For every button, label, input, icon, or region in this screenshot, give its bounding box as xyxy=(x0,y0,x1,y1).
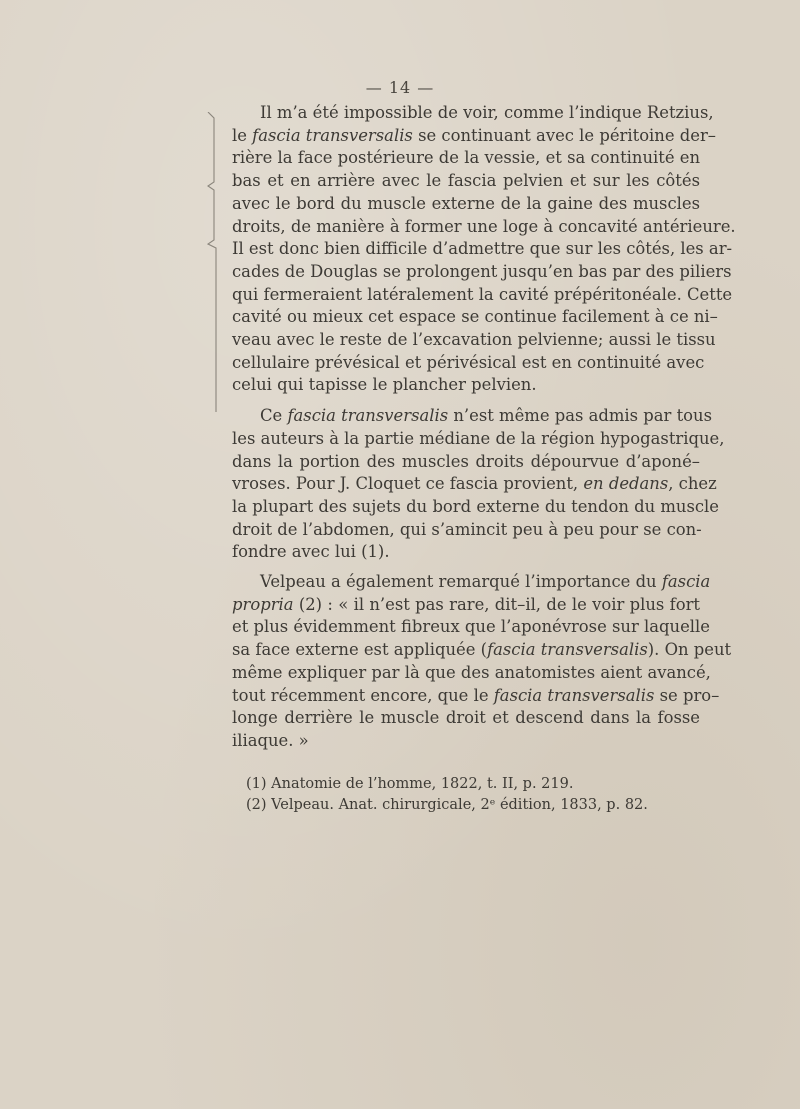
footnote-1: (1) Anatomie de l’homme, 1822, t. II, p. 219. xyxy=(246,776,574,792)
paragraph xyxy=(232,102,736,397)
text-line: tout récemment encore, que le fascia transversalis se pro– xyxy=(232,685,720,705)
text-line: la plupart des sujets du bord externe du tendon du muscle xyxy=(232,496,719,516)
paragraph xyxy=(232,571,732,753)
text-line: veau avec le reste de l’excavation pelvienne; aussi le tissu xyxy=(232,330,716,350)
italic-term: propria xyxy=(232,594,294,614)
text-line: sa face externe est appliquée (fascia transversalis). On peut xyxy=(232,640,732,660)
text-line: Il est donc bien difficile d’admettre que sur les côtés, les ar- xyxy=(232,239,733,259)
text-line: qui fermeraient latéralement la cavité prépéritonéale. Cette xyxy=(232,284,733,304)
text-line: le fascia transversalis se continuant avec le péritoine der– xyxy=(232,125,716,145)
text-line: fondre avec lui (1). xyxy=(232,542,390,562)
page-number: — 14 — xyxy=(365,78,435,97)
paragraph xyxy=(232,405,725,564)
text-line: droits, de manière à former une loge à concavité antérieure. xyxy=(232,216,736,236)
text-line: vroses. Pour J. Cloquet ce fascia provient, en dedans, chez xyxy=(232,474,717,494)
text-line: même expliquer par là que des anatomistes aient avancé, xyxy=(232,662,711,682)
text-line: les auteurs à la partie médiane de la région hypogastrique, xyxy=(232,428,725,448)
italic-term: fascia transversalis xyxy=(252,125,413,145)
italic-term: fascia transversalis xyxy=(493,685,655,705)
text-line: celui qui tapisse le plancher pelvien. xyxy=(232,375,537,395)
margin-bracket-mark xyxy=(206,112,234,412)
text-line: bas et en arrière avec le fascia pelvien et sur les côtés xyxy=(232,171,700,191)
body-text xyxy=(232,102,736,753)
text-line: et plus évidemment fibreux que l’aponévrose sur laquelle xyxy=(232,617,710,637)
text-line: Il m’a été impossible de voir, comme l’indique Retzius, xyxy=(260,103,714,122)
text-line: longe derrière le muscle droit et descend dans la fosse xyxy=(232,708,700,728)
italic-term: fascia xyxy=(661,572,711,592)
text-line: cavité ou mieux cet espace se continue facilement à ce ni– xyxy=(232,307,718,327)
footnote-2: (2) Velpeau. Anat. chirurgicale, 2ᵉ édition, 1833, p. 82. xyxy=(246,797,648,813)
text-line: propria (2) : « il n’est pas rare, dit–il, de le voir plus fort xyxy=(232,594,700,614)
text-line: avec le bord du muscle externe de la gaine des muscles xyxy=(232,193,700,213)
text-line: cellulaire prévésical et périvésical est en continuité avec xyxy=(232,352,705,372)
italic-term: fascia transversalis xyxy=(287,406,449,426)
text-line: rière la face postérieure de la vessie, et sa continuité en xyxy=(232,148,701,168)
footnotes xyxy=(246,774,696,816)
italic-term: en dedans xyxy=(583,474,669,494)
text-line: Velpeau a également remarqué l’importance du fascia xyxy=(260,572,711,592)
text-line: cades de Douglas se prolongent jusqu’en bas par des piliers xyxy=(232,261,732,281)
italic-term: fascia transversalis xyxy=(487,640,648,660)
text-line: droit de l’abdomen, qui s’amincit peu à peu pour se con- xyxy=(232,519,702,539)
text-line: iliaque. » xyxy=(232,730,309,750)
text-line: Ce fascia transversalis n’est même pas admis par tous xyxy=(260,406,713,426)
text-line: dans la portion des muscles droits dépourvue d’aponé– xyxy=(232,451,700,471)
